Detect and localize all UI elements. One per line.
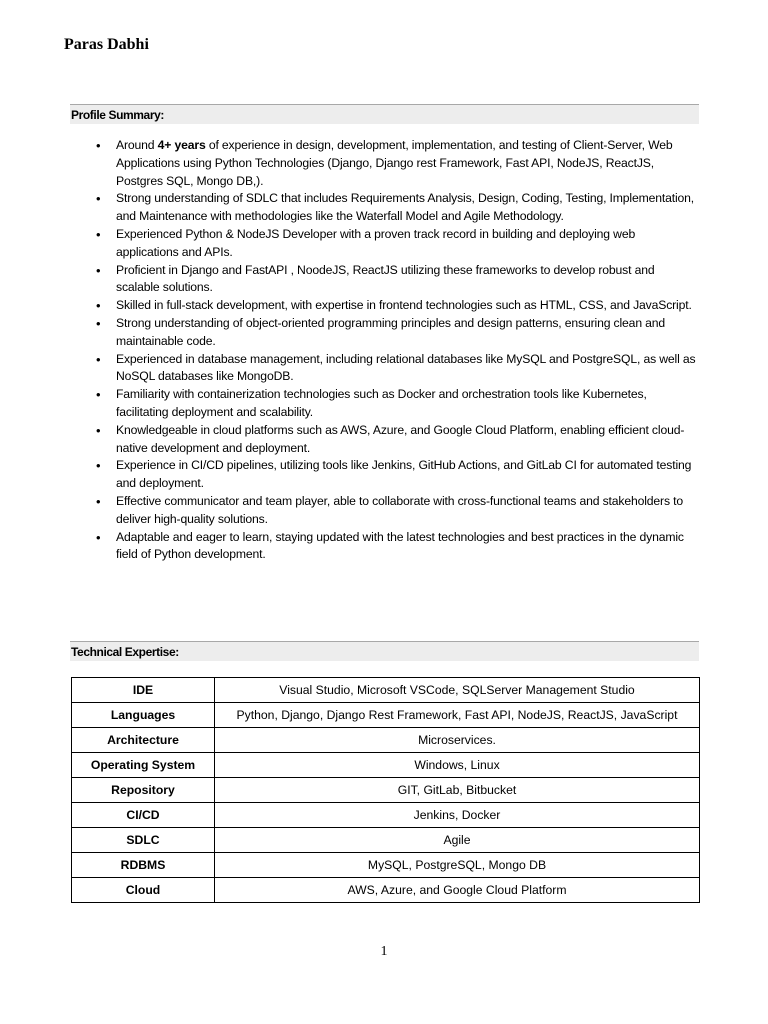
skill-value: Agile — [215, 828, 700, 853]
skill-category: CI/CD — [72, 803, 215, 828]
skill-category: RDBMS — [72, 853, 215, 878]
summary-item: • Knowledgeable in cloud platforms such as AWS, Azure, and Google Cloud Platform, enabling efficient cloud-native development and deployment. — [96, 422, 696, 458]
table-row — [72, 728, 700, 753]
skill-category: Languages — [72, 703, 215, 728]
summary-item: • Experience in CI/CD pipelines, utilizing tools like Jenkins, GitHub Actions, and GitLab CI for automated testing and deployment. — [96, 457, 696, 493]
table-row — [72, 878, 700, 903]
table-row — [72, 803, 700, 828]
profile-summary-list — [96, 137, 696, 564]
table-row — [72, 678, 700, 703]
technical-expertise-header: Technical Expertise: — [70, 641, 699, 661]
skill-value: Microservices. — [215, 728, 700, 753]
summary-item: • Strong understanding of object-oriented programming principles and design patterns, ensuring clean and maintainable code. — [96, 315, 696, 351]
skill-category: SDLC — [72, 828, 215, 853]
skill-value: AWS, Azure, and Google Cloud Platform — [215, 878, 700, 903]
page-number: 1 — [380, 944, 388, 959]
summary-item: • Proficient in Django and FastAPI , NoodeJS, ReactJS utilizing these frameworks to develop robust and scalable solutions. — [96, 262, 696, 298]
skill-value: Visual Studio, Microsoft VSCode, SQLServer Management Studio — [215, 678, 700, 703]
summary-item: • Adaptable and eager to learn, staying updated with the latest technologies and best practices in the dynamic field of Python development. — [96, 529, 696, 565]
profile-summary-header: Profile Summary: — [70, 104, 699, 124]
table-row — [72, 703, 700, 728]
summary-item: • Familiarity with containerization technologies such as Docker and orchestration tools like Kubernetes, facilitating deployment and scalability. — [96, 386, 696, 422]
skill-value: Windows, Linux — [215, 753, 700, 778]
summary-item: • Effective communicator and team player, able to collaborate with cross-functional teams and stakeholders to deliver high-quality solutions. — [96, 493, 696, 529]
table-row — [72, 853, 700, 878]
skill-category: IDE — [72, 678, 215, 703]
summary-item: • Experienced in database management, including relational databases like MySQL and PostgreSQL, as well as NoSQL databases like MongoDB. — [96, 351, 696, 387]
technical-expertise-table — [71, 677, 700, 903]
skill-category: Architecture — [72, 728, 215, 753]
skill-category: Repository — [72, 778, 215, 803]
skill-value: Python, Django, Django Rest Framework, Fast API, NodeJS, ReactJS, JavaScript — [215, 703, 700, 728]
summary-item: • Experienced Python & NodeJS Developer with a proven track record in building and deploying web applications and APIs. — [96, 226, 696, 262]
summary-item: • Skilled in full-stack development, with expertise in frontend technologies such as HTML, CSS, and JavaScript. — [96, 297, 696, 315]
table-row — [72, 778, 700, 803]
candidate-name: Paras Dabhi — [64, 36, 149, 53]
summary-item: • Around 4+ years of experience in design, development, implementation, and testing of Client-Server, Web Applications using Python Technologies (Django, Django rest Framework, Fast API, NodeJS, ReactJS, Postgres SQL, Mongo DB,). — [96, 137, 696, 190]
skill-category: Operating System — [72, 753, 215, 778]
skill-value: MySQL, PostgreSQL, Mongo DB — [215, 853, 700, 878]
summary-item: • Strong understanding of SDLC that includes Requirements Analysis, Design, Coding, Testing, Implementation, and Maintenance with methodologies like the Waterfall Model and Agile Methodology. — [96, 190, 696, 226]
skill-value: Jenkins, Docker — [215, 803, 700, 828]
skill-value: GIT, GitLab, Bitbucket — [215, 778, 700, 803]
skill-category: Cloud — [72, 878, 215, 903]
table-row — [72, 828, 700, 853]
table-row — [72, 753, 700, 778]
